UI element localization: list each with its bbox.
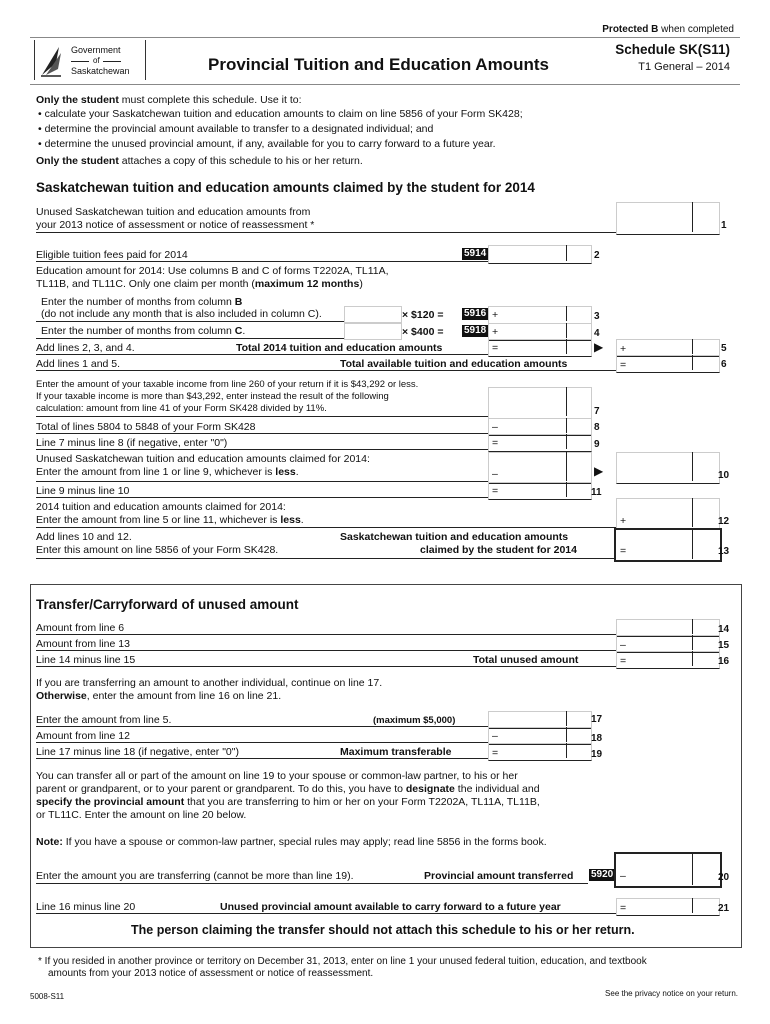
line16-cents-divider (692, 651, 693, 666)
line14-rule (36, 634, 616, 635)
line16-equals: = (620, 655, 627, 667)
line12-text-a: 2014 tuition and education amounts claimed for 2014: (36, 501, 286, 513)
line5-equals: = (492, 342, 499, 354)
line11-cents-divider (566, 482, 567, 497)
line13-cents-divider (692, 528, 693, 559)
privacy-notice: See the privacy notice on your return. (605, 989, 738, 998)
line21-text: Line 16 minus line 20 (36, 901, 136, 913)
line16-label: Total unused amount (473, 654, 579, 666)
line4-number: 4 (594, 328, 600, 339)
logo-line1: Government (71, 45, 121, 55)
line5-number: 5 (721, 343, 727, 354)
line4-rate: × $400 = (402, 326, 444, 338)
line8-minus: – (492, 421, 498, 433)
line20-label: Provincial amount transferred (424, 870, 574, 882)
section2-heading: Transfer/Carryforward of unused amount (36, 597, 299, 612)
line20-text: Enter the amount you are transferring (cannot be more than line 19). (36, 870, 354, 882)
line20-number: 20 (718, 872, 730, 883)
line21-cents-divider (692, 898, 693, 913)
line3-months-input[interactable] (344, 306, 402, 323)
logo-rule-left (71, 61, 89, 62)
line6-label: Total available tuition and education amounts (340, 358, 568, 370)
line5-arrow: ▶ (594, 340, 604, 354)
line13-number: 13 (718, 546, 730, 557)
line12-cents-divider (692, 498, 693, 527)
intro-bullet-2: • determine the provincial amount available to transfer to a designated individual; and (38, 123, 434, 135)
line10-input[interactable] (616, 452, 720, 484)
line6-number: 6 (721, 359, 727, 370)
line7-input[interactable] (488, 387, 592, 419)
line1-text-b: your 2013 notice of assessment or notice of reassessment * (36, 219, 315, 231)
line10-text-a: Unused Saskatchewan tuition and education amounts claimed for 2014: (36, 453, 370, 465)
line1-input[interactable] (616, 202, 720, 235)
section1-heading: Saskatchewan tuition and education amounts claimed by the student for 2014 (36, 180, 535, 195)
transfer-paragraph-b: parent or grandparent, or to your parent or grandparent. To do this, you have to designate the individual and (36, 783, 540, 795)
line21-input[interactable] (616, 898, 720, 916)
protected-label: Protected B when completed (602, 24, 734, 35)
government-logo (34, 40, 146, 80)
transfer-paragraph-d: or TL11C. Enter the amount on line 20 below. (36, 809, 247, 821)
line1-text-a: Unused Saskatchewan tuition and education amounts from (36, 206, 311, 218)
line10-cents-divider (692, 452, 693, 481)
form-title: Provincial Tuition and Education Amounts (208, 55, 549, 74)
line4-rule (36, 338, 344, 339)
line3-input[interactable] (488, 306, 592, 324)
line9-cents-divider (566, 434, 567, 449)
spouse-note: Note: If you have a spouse or common-law partner, special rules may apply; read line 5856 in the forms book. (36, 836, 547, 848)
line15-number: 15 (718, 640, 730, 651)
line2-rule (36, 261, 488, 262)
line18-text: Amount from line 12 (36, 730, 130, 742)
line16-input[interactable] (616, 651, 720, 669)
line8-cents-divider (566, 418, 567, 433)
line1-rule (36, 232, 616, 233)
line10-rule (36, 481, 488, 482)
line7-text-a: Enter the amount of your taxable income from line 260 of your return if it is $43,292 or less. (36, 379, 419, 390)
line17-rule (36, 726, 488, 727)
transfer-paragraph-c: specify the provincial amount that you are transferring to him or her on your Form T2202A, TL11A, TL11B, (36, 796, 540, 808)
line9-rule (36, 449, 488, 450)
intro-line1: Only the student must complete this schedule. Use it to: (36, 94, 302, 106)
transfer-warning: The person claiming the transfer should not attach this schedule to his or her return. (131, 923, 635, 937)
line5-plus: + (620, 343, 627, 355)
line7-text-b: If your taxable income is more than $43,292, enter instead the result of the following (36, 391, 389, 402)
line11-input[interactable] (488, 482, 592, 500)
line18-rule (36, 742, 488, 743)
line13-text-a: Add lines 10 and 12. (36, 531, 132, 543)
line11-number: 11 (591, 487, 602, 498)
line17-max: (maximum $5,000) (373, 715, 456, 726)
line1-number: 1 (721, 220, 727, 231)
line16-rule (36, 666, 616, 667)
transfer-paragraph-a: You can transfer all or part of the amount on line 19 to your spouse or common-law partner, to his or her (36, 770, 518, 782)
intro-bullet-1: • calculate your Saskatchewan tuition and education amounts to claim on line 5856 of your Form SK428; (38, 108, 523, 120)
logo-rule-right (103, 61, 121, 62)
line9-input[interactable] (488, 434, 592, 452)
line12-rule (36, 527, 616, 528)
line10-sub-divider (566, 452, 567, 481)
line15-minus: – (620, 639, 626, 651)
line19-text: Line 17 minus line 18 (if negative, enter "0") (36, 746, 239, 758)
line13-equals: = (620, 545, 627, 557)
line3-plus: + (492, 309, 499, 321)
line5-subtotal-input[interactable] (488, 339, 592, 357)
line5-rule (36, 354, 488, 355)
line4-months-input[interactable] (344, 323, 402, 340)
line21-label: Unused provincial amount available to carry forward to a future year (220, 901, 561, 913)
code-5918: 5918 (464, 325, 487, 336)
line3-text-b: (do not include any month that is also included in column C). (41, 308, 322, 320)
line6-rule (36, 370, 616, 371)
line10-number: 10 (718, 470, 730, 481)
line19-input[interactable] (488, 743, 592, 761)
line17-text: Enter the amount from line 5. (36, 714, 172, 726)
transfer-instruction-1: If you are transferring an amount to another individual, continue on line 17. (36, 677, 383, 689)
line15-cents-divider (692, 635, 693, 650)
code-5914: 5914 (464, 248, 487, 259)
schedule-number: Schedule SK(S11) (615, 42, 730, 57)
line9-text: Line 7 minus line 8 (if negative, enter "0") (36, 437, 228, 449)
line19-number: 19 (591, 749, 603, 760)
line13-label-b: claimed by the student for 2014 (420, 544, 577, 556)
line19-rule (36, 758, 488, 759)
line10-text-b: Enter the amount from line 1 or line 9, whichever is less. (36, 466, 299, 478)
line6-equals: = (620, 359, 627, 371)
line19-cents-divider (566, 743, 567, 758)
line10-minus: – (492, 468, 498, 480)
line21-equals: = (620, 902, 627, 914)
saskatchewan-wheat-icon (39, 43, 63, 77)
line8-number: 8 (594, 422, 600, 433)
line5-text: Add lines 2, 3, and 4. (36, 342, 135, 354)
intro-bullet-3: • determine the unused provincial amount, if any, available for you to carry forward to a future year. (38, 138, 496, 150)
line10-subtotal-input[interactable] (488, 452, 592, 484)
edu-text-b: TL11B, and TL11C. Only one claim per month (maximum 12 months) (36, 278, 363, 290)
line11-rule (36, 497, 488, 498)
line18-cents-divider (566, 727, 567, 742)
line19-label: Maximum transferable (340, 746, 452, 758)
line5-cents-divider (692, 339, 693, 354)
line3-number: 3 (594, 311, 600, 322)
line3-text-a: Enter the number of months from column B (41, 296, 243, 308)
form-number: 5008-S11 (30, 992, 65, 1001)
line18-number: 18 (591, 733, 603, 744)
line7-text-c: calculation: amount from line 41 of your Form SK428 divided by 11%. (36, 403, 327, 414)
line9-equals: = (492, 437, 499, 449)
line6-input[interactable] (616, 355, 720, 373)
logo-line2: of (93, 56, 100, 65)
line4-text: Enter the number of months from column C. (41, 325, 246, 337)
line12-input[interactable] (616, 498, 720, 530)
code-5916: 5916 (464, 308, 487, 319)
line15-rule (36, 650, 616, 651)
edu-text-a: Education amount for 2014: Use columns B and C of forms T2202A, TL11A, (36, 265, 389, 277)
header-top-rule (30, 37, 740, 38)
line7-number: 7 (594, 406, 600, 417)
line17-cents-divider (566, 711, 567, 726)
line3-rule (36, 321, 344, 322)
line4-plus: + (492, 326, 499, 338)
line4-cents-divider (566, 323, 567, 338)
line8-rule (36, 433, 488, 434)
line2-number: 2 (594, 250, 600, 261)
line20-rule (36, 883, 588, 884)
line21-rule (36, 913, 616, 914)
line3-rate: × $120 = (402, 309, 444, 321)
line14-cents-divider (692, 619, 693, 634)
line5-label: Total 2014 tuition and education amounts (236, 342, 443, 354)
line15-text: Amount from line 13 (36, 638, 130, 650)
intro-last-line: Only the student attaches a copy of this schedule to his or her return. (36, 155, 363, 167)
line1-cents-divider (692, 202, 693, 232)
t1-general: T1 General – 2014 (638, 61, 730, 73)
line20-minus: – (620, 870, 626, 882)
line21-number: 21 (718, 903, 730, 914)
line13-rule (36, 558, 616, 559)
line12-plus: + (620, 515, 627, 527)
line9-number: 9 (594, 439, 600, 450)
line18-minus: – (492, 730, 498, 742)
line2-text: Eligible tuition fees paid for 2014 (36, 249, 188, 261)
line14-text: Amount from line 6 (36, 622, 125, 634)
line7-rule (36, 416, 488, 417)
logo-line3: Saskatchewan (71, 66, 130, 76)
line20-cents-divider (692, 852, 693, 885)
line16-number: 16 (718, 656, 730, 667)
line6-cents-divider (692, 355, 693, 370)
line7-cents-divider (566, 387, 567, 416)
line16-text: Line 14 minus line 15 (36, 654, 136, 666)
line14-number: 14 (718, 624, 730, 635)
line8-text: Total of lines 5804 to 5848 of your Form SK428 (36, 421, 256, 433)
line12-number: 12 (718, 516, 730, 527)
line5-sub-divider (566, 339, 567, 354)
header-bottom-rule (30, 84, 740, 85)
line17-number: 17 (591, 714, 603, 725)
line13-text-b: Enter this amount on line 5856 of your Form SK428. (36, 544, 279, 556)
transfer-instruction-2: Otherwise, enter the amount from line 16 on line 21. (36, 690, 282, 702)
code-5920: 5920 (591, 869, 614, 880)
line13-label-a: Saskatchewan tuition and education amounts (340, 531, 569, 543)
line12-text-b: Enter the amount from line 5 or line 11, whichever is less. (36, 514, 304, 526)
line10-arrow: ▶ (594, 464, 604, 478)
footnote-line1: * If you resided in another province or territory on December 31, 2013, enter on line 1 your unused federal tuition, education, and textbook (38, 956, 647, 967)
line19-equals: = (492, 747, 499, 759)
line2-input[interactable] (488, 245, 592, 264)
footnote-line2: amounts from your 2013 notice of assessment or notice of reassessment. (48, 968, 374, 979)
line13-input[interactable] (614, 528, 722, 562)
line2-cents-divider (566, 245, 567, 261)
line11-equals: = (492, 485, 499, 497)
line3-cents-divider (566, 306, 567, 321)
line6-text: Add lines 1 and 5. (36, 358, 121, 370)
line11-text: Line 9 minus line 10 (36, 485, 130, 497)
line20-input[interactable] (614, 852, 722, 888)
